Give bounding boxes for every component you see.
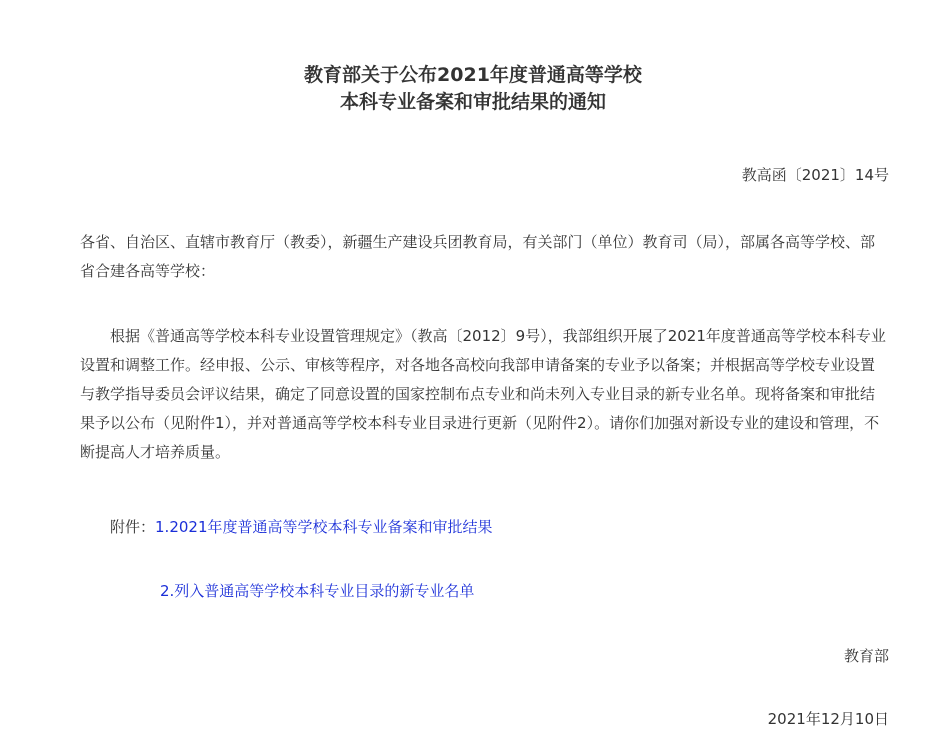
document-title-line-2: 本科专业备案和审批结果的通知 [339,91,606,113]
signer: 教育部 [843,647,889,665]
document-number: 教高函〔2021〕14号 [741,166,889,184]
document-title-line-1: 教育部关于公布2021年度普通高等学校 [304,64,642,86]
attachment-row-1 [110,516,493,538]
addressee-paragraph: 各省、自治区、直辖市教育厅（教委），新疆生产建设兵团教育局，有关部门（单位）教育司（局），部属各高等学校、部省合建各高等学校： [80,233,876,280]
attachment-link-1[interactable]: 1.2021年度普通高等学校本科专业备案和审批结果 [155,518,493,536]
attachment-row-2 [160,580,474,602]
attachments-label: 附件： [110,518,156,536]
attachment-link-2[interactable]: 2.列入普通高等学校本科专业目录的新专业名单 [160,582,475,600]
issue-date: 2021年12月10日 [767,710,889,728]
body-paragraph: 根据《普通高等学校本科专业设置管理规定》（教高〔2012〕9号），我部组织开展了2021年度普通高等学校本科专业设置和调整工作。经申报、公示、审核等程序，对各地各高校向我部申请备案的专业予以备案；并根据高等学校专业设置与教学指导委员会评议结果，确定了同意设置的国家控制布点专业和尚未列入专业目录的新专业名单。现将备案和审批结果予以公布（见附件1），并对普通高等学校本科专业目录进行更新（见附件2）。请你们加强对新设专业的建设和管理，不断提高人才培养质量。 [80,327,886,461]
